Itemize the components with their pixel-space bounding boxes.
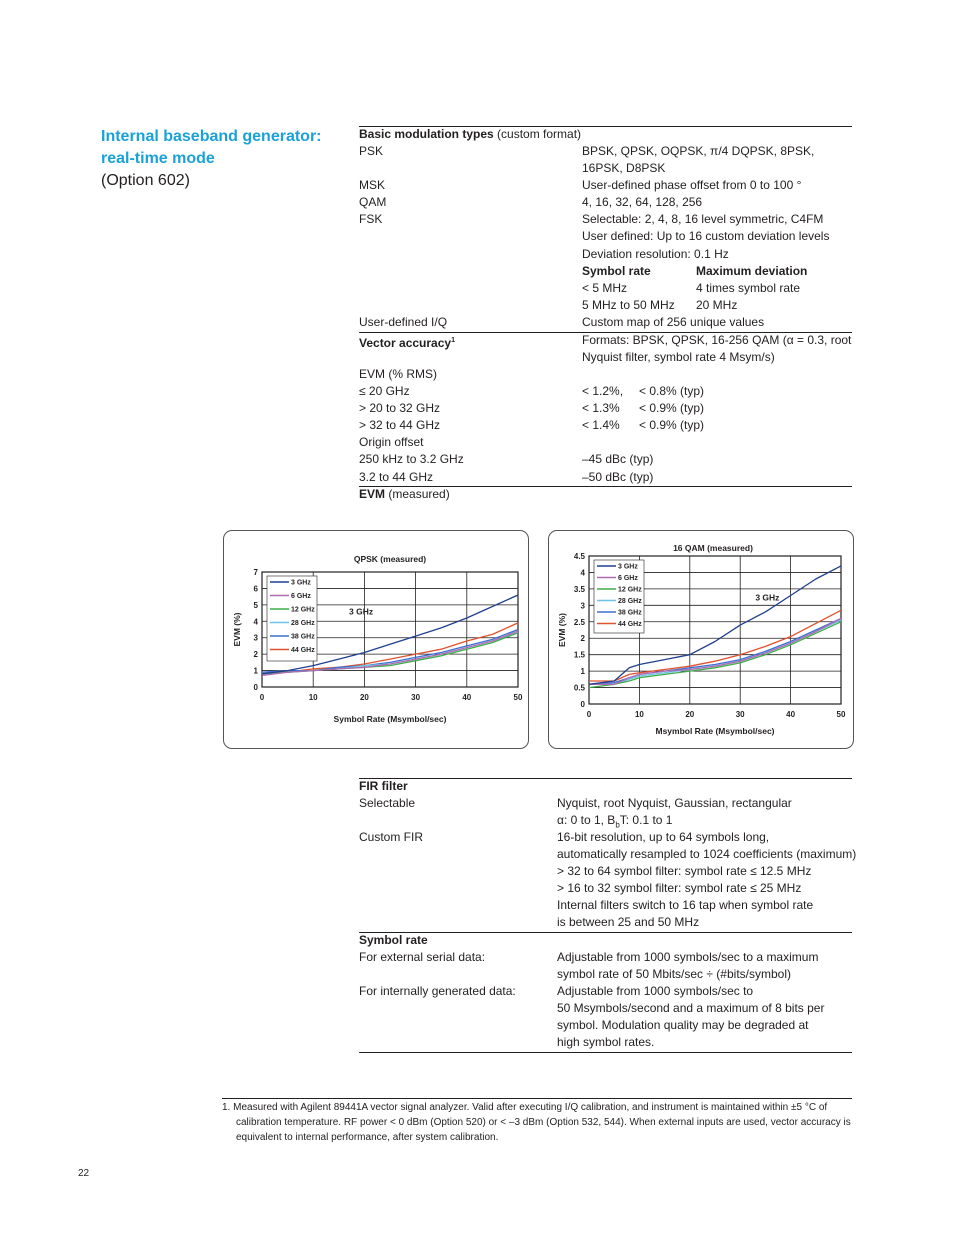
fir-custom-label: Custom FIR bbox=[359, 830, 424, 844]
y-tick-label: 0 bbox=[253, 683, 258, 692]
external-data-line: symbol rate of 50 Mbits/sec ÷ (#bits/symbol) bbox=[557, 967, 791, 981]
mod-value-psk-2: 16PSK, D8PSK bbox=[582, 161, 666, 175]
modulation-heading: Basic modulation types (custom format) bbox=[359, 127, 582, 141]
section-title-line2: real-time mode bbox=[101, 150, 215, 167]
x-axis-label: Symbol Rate (Msymbol/sec) bbox=[333, 714, 447, 724]
mod-value-msk: User-defined phase offset from 0 to 100 ° bbox=[582, 178, 802, 192]
evm-row-v2: < 0.8% (typ) bbox=[639, 384, 705, 398]
internal-data-line: high symbol rates. bbox=[557, 1035, 655, 1049]
origin-row-value: –50 dBc (typ) bbox=[582, 470, 654, 484]
y-tick-label: 2 bbox=[580, 634, 585, 644]
mod-label-fsk: FSK bbox=[359, 212, 383, 226]
x-tick-label: 10 bbox=[308, 693, 318, 702]
legend-label: 6 GHz bbox=[618, 575, 638, 582]
fir-selectable-line2: α: 0 to 1, $B_bT$: 0.1 to 1 bbox=[557, 813, 673, 830]
legend-label: 44 GHz bbox=[291, 647, 315, 654]
evm-row-label: > 20 to 32 GHz bbox=[359, 401, 441, 415]
y-axis-label: EVM (%) bbox=[557, 613, 567, 647]
legend-label: 6 GHz bbox=[291, 593, 311, 600]
qam16-evm-chart bbox=[549, 531, 853, 748]
chart-title: QPSK (measured) bbox=[353, 554, 427, 564]
internal-data-line: 50 Msymbols/second and a maximum of 8 bits per bbox=[557, 1001, 825, 1015]
fsk-rate-1: < 5 MHz bbox=[582, 281, 628, 295]
evm-row-v1: < 1.3% bbox=[582, 401, 620, 415]
fsk-col-symbol-rate: Symbol rate bbox=[582, 264, 651, 278]
legend-label: 38 GHz bbox=[618, 609, 642, 617]
legend-label: 44 GHz bbox=[618, 621, 642, 628]
mod-value-fsk-2: User defined: Up to 16 custom deviation levels bbox=[582, 229, 830, 243]
user-iq-label: User-defined I/Q bbox=[359, 315, 448, 329]
y-tick-label: 1.5 bbox=[573, 650, 585, 660]
section-title-line1: Internal baseband generator: bbox=[101, 128, 322, 145]
y-axis-label: EVM (%) bbox=[232, 612, 242, 647]
x-tick-label: 0 bbox=[586, 710, 592, 719]
origin-offset-label: Origin offset bbox=[359, 435, 424, 449]
legend-label: 38 GHz bbox=[291, 633, 315, 641]
vector-formats-2: Nyquist filter, symbol rate 4 Msym/s) bbox=[582, 350, 775, 364]
y-tick-label: 6 bbox=[253, 584, 258, 594]
x-tick-label: 10 bbox=[634, 710, 644, 719]
legend-label: 12 GHz bbox=[291, 606, 315, 614]
bottom-rule bbox=[359, 1052, 852, 1053]
y-tick-label: 1 bbox=[580, 667, 585, 677]
legend-label: 3 GHz bbox=[618, 563, 638, 571]
origin-row-value: –45 dBc (typ) bbox=[582, 452, 654, 466]
qam16-chart-frame bbox=[548, 530, 854, 749]
fir-heading: FIR filter bbox=[359, 779, 408, 793]
user-iq-value: Custom map of 256 unique values bbox=[582, 315, 765, 329]
page-number: 22 bbox=[78, 1168, 90, 1179]
footnote: 1. Measured with Agilent 89441A vector signal analyzer. Valid after executing I/Q calibration, and instrument is maintained within ±5 °C of calibration temperature. RF power < 0 dBm (Option 520) or < –3 dBm (Option 532, 544). When external inputs are used, vector accuracy is equivalent to internal performance, after system calibration. bbox=[222, 1102, 851, 1143]
internal-data-line: Adjustable from 1000 symbols/sec to bbox=[557, 984, 754, 998]
fir-custom-line: is between 25 and 50 MHz bbox=[557, 915, 700, 929]
evm-measured-heading: EVM (measured) bbox=[359, 487, 450, 501]
mod-value-fsk: Selectable: 2, 4, 8, 16 level symmetric, C4FM bbox=[582, 212, 824, 226]
footnote-rule bbox=[222, 1098, 852, 1099]
x-tick-label: 0 bbox=[259, 693, 265, 702]
x-tick-label: 50 bbox=[513, 693, 523, 702]
x-tick-label: 20 bbox=[685, 710, 695, 719]
evm-row-v2: < 0.9% (typ) bbox=[639, 418, 705, 432]
annotation-label: 3 GHz bbox=[349, 606, 374, 617]
y-tick-label: 3 bbox=[253, 633, 258, 643]
option-label: (Option 602) bbox=[101, 172, 190, 189]
symbol-rate-rule bbox=[359, 932, 852, 933]
legend-label: 12 GHz bbox=[618, 586, 642, 594]
fir-selectable-label: Selectable bbox=[359, 796, 416, 810]
y-tick-label: 4.5 bbox=[573, 552, 585, 561]
fsk-rate-2: 5 MHz to 50 MHz bbox=[582, 298, 675, 312]
mod-value-fsk-3: Deviation resolution: 0.1 Hz bbox=[582, 247, 729, 261]
internal-data-line: symbol. Modulation quality may be degraded at bbox=[557, 1018, 809, 1032]
fir-custom-line: automatically resampled to 1024 coefficients (maximum) bbox=[557, 847, 857, 861]
legend-label: 28 GHz bbox=[291, 620, 315, 627]
x-tick-label: 30 bbox=[735, 710, 745, 719]
x-tick-label: 40 bbox=[462, 693, 472, 702]
mod-label-psk: PSK bbox=[359, 144, 384, 158]
evm-row-v1: < 1.4% bbox=[582, 418, 620, 432]
vector-heading: Vector accuracy$^1$ bbox=[359, 336, 455, 350]
external-data-line: Adjustable from 1000 symbols/sec to a maximum bbox=[557, 950, 819, 964]
x-tick-label: 20 bbox=[359, 693, 369, 702]
fir-selectable-line1: Nyquist, root Nyquist, Gaussian, rectangular bbox=[557, 796, 792, 810]
fsk-dev-2: 20 MHz bbox=[696, 298, 738, 312]
y-tick-label: 3 bbox=[580, 601, 585, 611]
annotation-label: 3 GHz bbox=[755, 592, 780, 603]
y-tick-label: 4 bbox=[580, 568, 585, 578]
x-tick-label: 50 bbox=[836, 710, 846, 719]
evm-row-v2: < 0.9% (typ) bbox=[639, 401, 705, 415]
vector-formats-1: Formats: BPSK, QPSK, 16-256 QAM (α = 0.3, root bbox=[582, 333, 852, 347]
fir-custom-line: > 32 to 64 symbol filter: symbol rate ≤ 12.5 MHz bbox=[557, 864, 812, 878]
legend-label: 28 GHz bbox=[618, 598, 642, 605]
x-tick-label: 40 bbox=[786, 710, 796, 719]
evm-row-v1: < 1.2%, bbox=[582, 384, 624, 398]
qpsk-chart-frame bbox=[223, 530, 529, 749]
x-tick-label: 30 bbox=[411, 693, 421, 702]
external-data-label: For external serial data: bbox=[359, 950, 486, 964]
fsk-col-max-deviation: Maximum deviation bbox=[696, 264, 808, 278]
mod-value-psk: BPSK, QPSK, OQPSK, π/4 DQPSK, 8PSK, bbox=[582, 144, 815, 158]
y-tick-label: 0 bbox=[580, 700, 585, 709]
y-tick-label: 2 bbox=[253, 650, 258, 660]
mod-label-qam: QAM bbox=[359, 195, 387, 209]
fir-rule bbox=[359, 778, 852, 779]
section-title bbox=[101, 126, 322, 170]
evm-row-label: ≤ 20 GHz bbox=[359, 384, 410, 398]
origin-row-label: 250 kHz to 3.2 GHz bbox=[359, 452, 464, 466]
y-tick-label: 1 bbox=[253, 666, 258, 676]
fir-custom-line: > 16 to 32 symbol filter: symbol rate ≤ 25 MHz bbox=[557, 881, 802, 895]
y-tick-label: 7 bbox=[253, 568, 258, 577]
fsk-dev-1: 4 times symbol rate bbox=[696, 281, 801, 295]
y-tick-label: 4 bbox=[253, 617, 258, 627]
chart-title: 16 QAM (measured) bbox=[673, 543, 753, 553]
origin-row-label: 3.2 to 44 GHz bbox=[359, 470, 434, 484]
evm-label: EVM (% RMS) bbox=[359, 367, 437, 381]
mod-value-qam: 4, 16, 32, 64, 128, 256 bbox=[582, 195, 703, 209]
mod-label-msk: MSK bbox=[359, 178, 386, 192]
internal-data-label: For internally generated data: bbox=[359, 984, 516, 998]
legend-label: 3 GHz bbox=[291, 579, 311, 587]
y-tick-label: 2.5 bbox=[573, 617, 585, 627]
y-tick-label: 3.5 bbox=[573, 584, 585, 594]
symbol-rate-heading: Symbol rate bbox=[359, 933, 428, 947]
y-tick-label: 0.5 bbox=[573, 683, 585, 693]
evm-row-label: > 32 to 44 GHz bbox=[359, 418, 441, 432]
x-axis-label: Msymbol Rate (Msymbol/sec) bbox=[655, 726, 775, 736]
y-tick-label: 5 bbox=[253, 600, 258, 610]
fir-custom-line: Internal filters switch to 16 tap when symbol rate bbox=[557, 898, 814, 912]
fir-custom-line: 16-bit resolution, up to 64 symbols long, bbox=[557, 830, 770, 844]
qpsk-evm-chart bbox=[224, 531, 528, 748]
